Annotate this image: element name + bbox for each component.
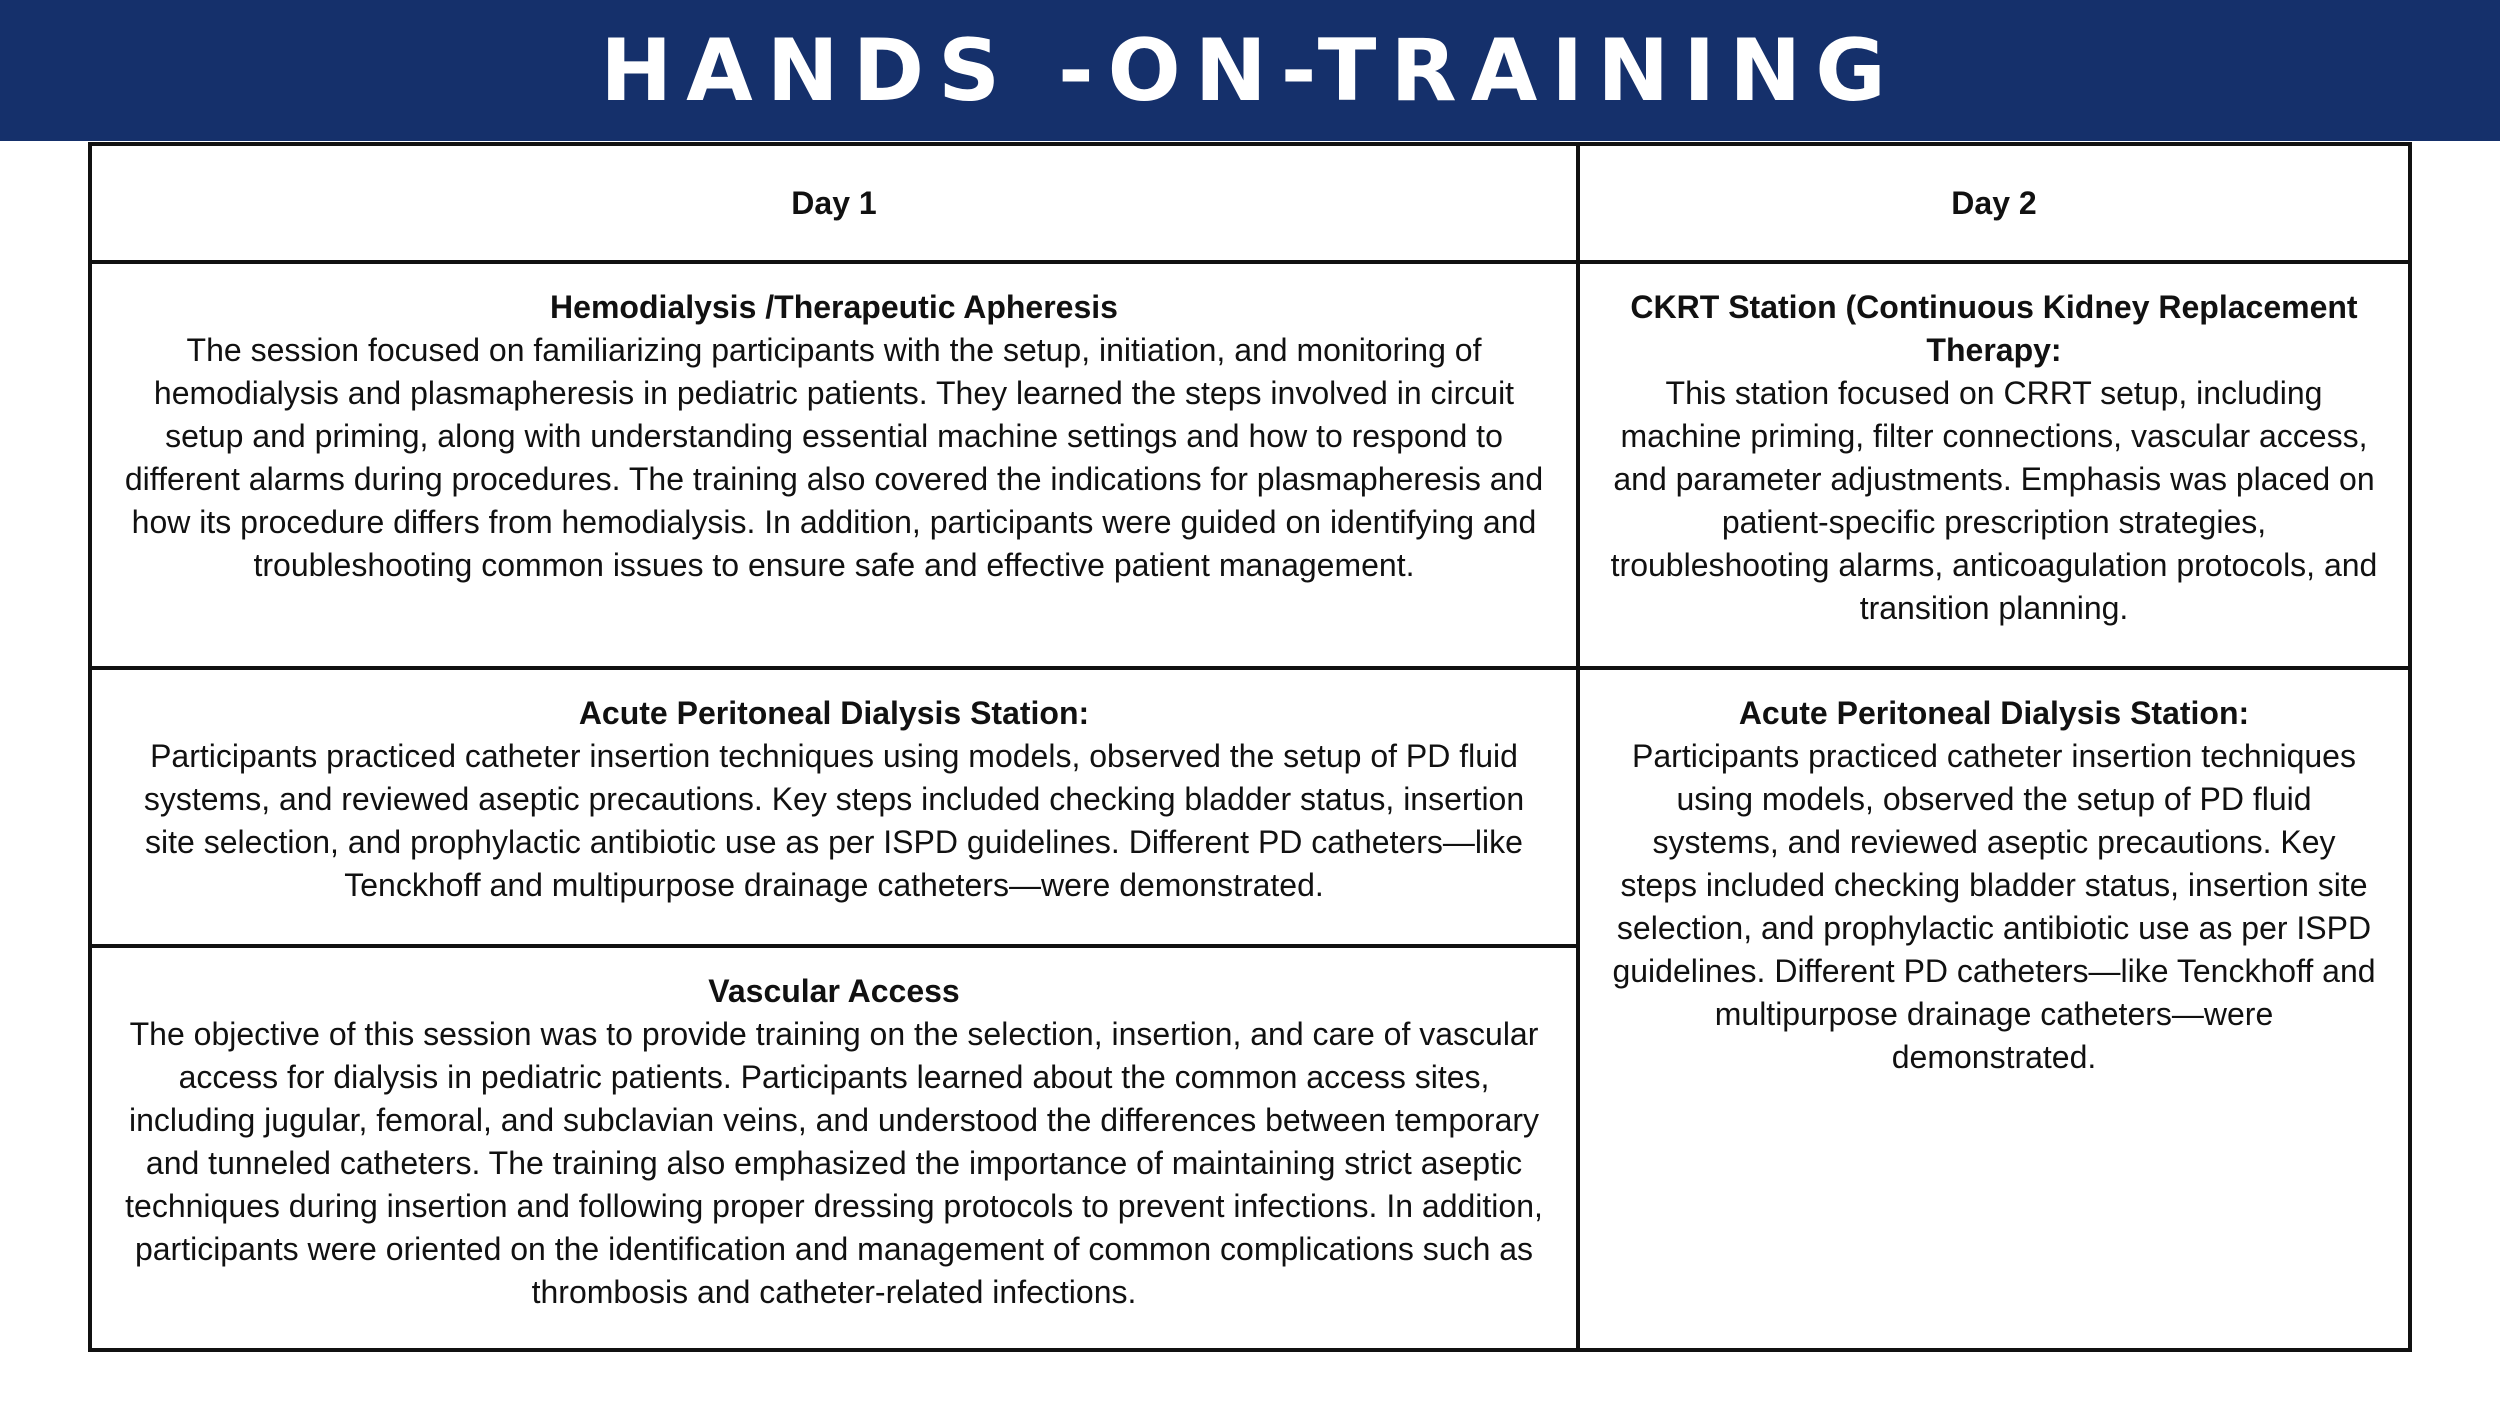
day1-peritoneal-dialysis-cell xyxy=(92,670,1580,948)
session-description: The objective of this session was to provide training on the selection, insertion, and care of vascular access for dialysis in pediatric patients. Participants learned about the common access sites, including jugular, femoral, and subclavian veins, and understood the differences between temporary and tunneled catheters. The training also emphasized the importance of maintaining strict aseptic techniques during insertion and following proper dressing protocols to prevent infections. In addition, participants were oriented on the identification and management of common complications such as thrombosis and catheter-related infections. xyxy=(125,1016,1543,1310)
page-title: HANDS -ON-TRAINING xyxy=(600,20,1900,121)
column-header-day-2 xyxy=(1580,146,2408,264)
session-title: Vascular Access xyxy=(708,973,960,1009)
day1-vascular-access-cell xyxy=(92,948,1580,1348)
day2-peritoneal-dialysis-cell xyxy=(1580,670,2408,1348)
title-banner xyxy=(0,0,2500,141)
session-description: Participants practiced catheter insertion techniques using models, observed the setup of PD fluid systems, and reviewed aseptic precautions. Key steps included checking bladder status, insertion site selection, and prophylactic antibiotic use as per ISPD guidelines. Different PD catheters—like Tenckhoff and multipurpose drainage catheters—were demonstrated. xyxy=(1612,738,2376,1075)
session-description: The session focused on familiarizing participants with the setup, initiation, and monitoring of hemodialysis and plasmapheresis in pediatric patients. They learned the steps involved in circuit setup and priming, along with understanding essential machine settings and how to respond to different alarms during procedures. The training also covered the indications for plasmapheresis and how its procedure differs from hemodialysis. In addition, participants were guided on identifying and troubleshooting common issues to ensure safe and effective patient management. xyxy=(124,332,1544,583)
day2-ckrt-cell xyxy=(1580,264,2408,670)
training-schedule-table xyxy=(88,142,2412,1352)
session-description: This station focused on CRRT setup, including machine priming, filter connections, vascular access, and parameter adjustments. Emphasis was placed on patient-specific prescription strategies, troubleshooting alarms, anticoagulation protocols, and transition planning. xyxy=(1610,375,2378,626)
column-header-day-2-label: Day 2 xyxy=(1951,184,2037,221)
session-title: Hemodialysis /Therapeutic Apheresis xyxy=(550,289,1118,325)
column-header-day-1 xyxy=(92,146,1580,264)
session-description: Participants practiced catheter insertion techniques using models, observed the setup of PD fluid systems, and reviewed aseptic precautions. Key steps included checking bladder status, insertion site selection, and prophylactic antibiotic use as per ISPD guidelines. Different PD catheters—like Tenckhoff and multipurpose drainage catheters—were demonstrated. xyxy=(143,738,1525,903)
session-title: Acute Peritoneal Dialysis Station: xyxy=(1738,695,2250,731)
day1-hemodialysis-cell xyxy=(92,264,1580,670)
session-title: Acute Peritoneal Dialysis Station: xyxy=(578,695,1090,731)
session-title: CKRT Station (Continuous Kidney Replacement Therapy: xyxy=(1630,289,2358,368)
column-header-day-1-label: Day 1 xyxy=(791,184,877,221)
